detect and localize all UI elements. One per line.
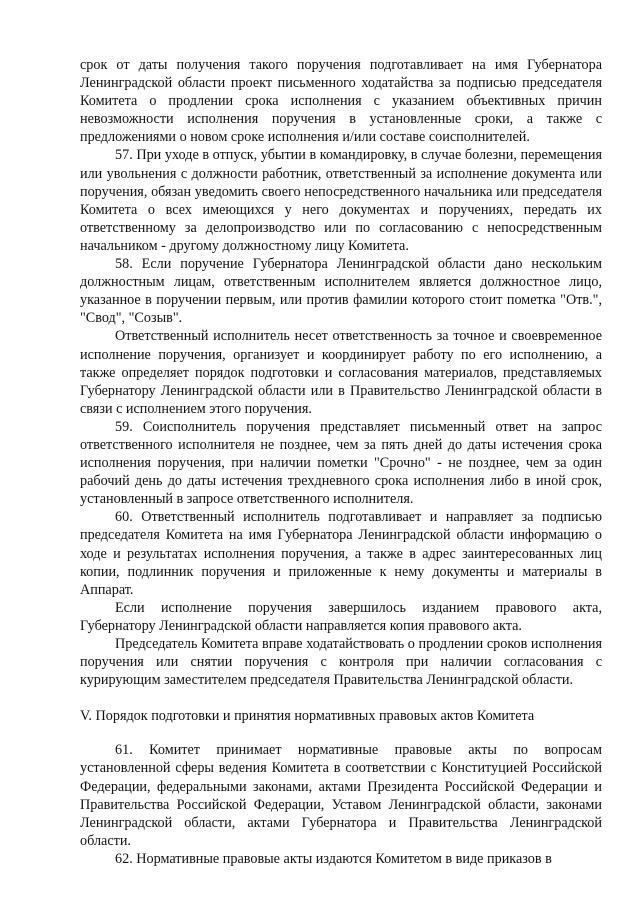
paragraph-59: 59. Соисполнитель поручения представляет письменный ответ на запрос ответственного исполнителя не позднее, чем за пять дней до даты истечения срока исполнения поручения, при наличии пометки "Срочно" - не позднее, чем за один рабочий день до даты истечения трехдневного срока исполнения либо в иной срок, установленный в запросе ответственного исполнителя. — [80, 418, 602, 508]
paragraph-62: 62. Нормативные правовые акты издаются Комитетом в виде приказов в — [115, 850, 552, 867]
paragraph-responsible-executor: Ответственный исполнитель несет ответственность за точное и своевременное исполнение поручения, организует и координирует работу по его исполнению, а также определяет порядок подготовки и согласования материалов, представляемых Губернатору Ленинградской области или в Правительство Ленинградской области в связи с исполнением этого поручения. — [80, 328, 602, 417]
section-heading: V. Порядок подготовки и принятия нормативных правовых актов Комитета — [80, 708, 535, 725]
paragraph-57: 57. При уходе в отпуск, убытии в командировку, в случае болезни, перемещения или увольнения с должности работник, ответственный за исполнение документа или поручения, обязан уведомить своего непосредственного начальника или председателя Комитета о всех имеющихся у него документах и поручениях, передать их ответственному за делопроизводство или по согласованию с непосредственным начальником - другому должностному лицу Комитета. — [80, 147, 602, 254]
paragraph-continuation: срок от даты получения такого поручения подготавливает на имя Губернатора Ленинградской области проект письменного ходатайства за подписью председателя Комитета о продлении срока исполнения с указанием объективных причин невозможности исполнения поручения в установленные сроки, а также с предложениями о новом сроке исполнения и/или составе соисполнителей. — [80, 57, 602, 146]
paragraph-chairman-petition: Председатель Комитета вправе ходатайствовать о продлении сроков исполнения поручения или снятии поручения с контроля при наличии согласования с курирующим заместителем председателя Правительства Ленинградской области. — [80, 636, 602, 689]
paragraph-legal-act-copy: Если исполнение поручения завершилось изданием правового акта, Губернатору Ленинградской области направляется копия правового акта. — [80, 599, 602, 634]
paragraph-60: 60. Ответственный исполнитель подготавливает и направляет за подписью председателя Комитета на имя Губернатора Ленинградской области информацию о ходе и результатах исполнения поручения, а также в адрес заинтересованных лиц копии, подлинник поручения и приложенные к нему документы и материалы в Аппарат. — [80, 509, 602, 598]
document-page — [80, 56, 602, 868]
paragraph-61: 61. Комитет принимает нормативные правовые акты по вопросам установленной сферы ведения Комитета в соответствии с Конституцией Российской Федерации, федеральными законами, актами Президента Российской Федерации и Правительства Российской Федерации, Уставом Ленинградской области, законами Ленинградской области, актами Губернатора и Правительства Ленинградской области. — [80, 742, 602, 849]
paragraph-58: 58. Если поручение Губернатора Ленинградской области дано нескольким должностным лицам, ответственным исполнителем является должностное лицо, указанное в поручении первым, или против фамилии которого стоит пометка "Отв.", "Свод", "Созыв". — [80, 256, 602, 327]
